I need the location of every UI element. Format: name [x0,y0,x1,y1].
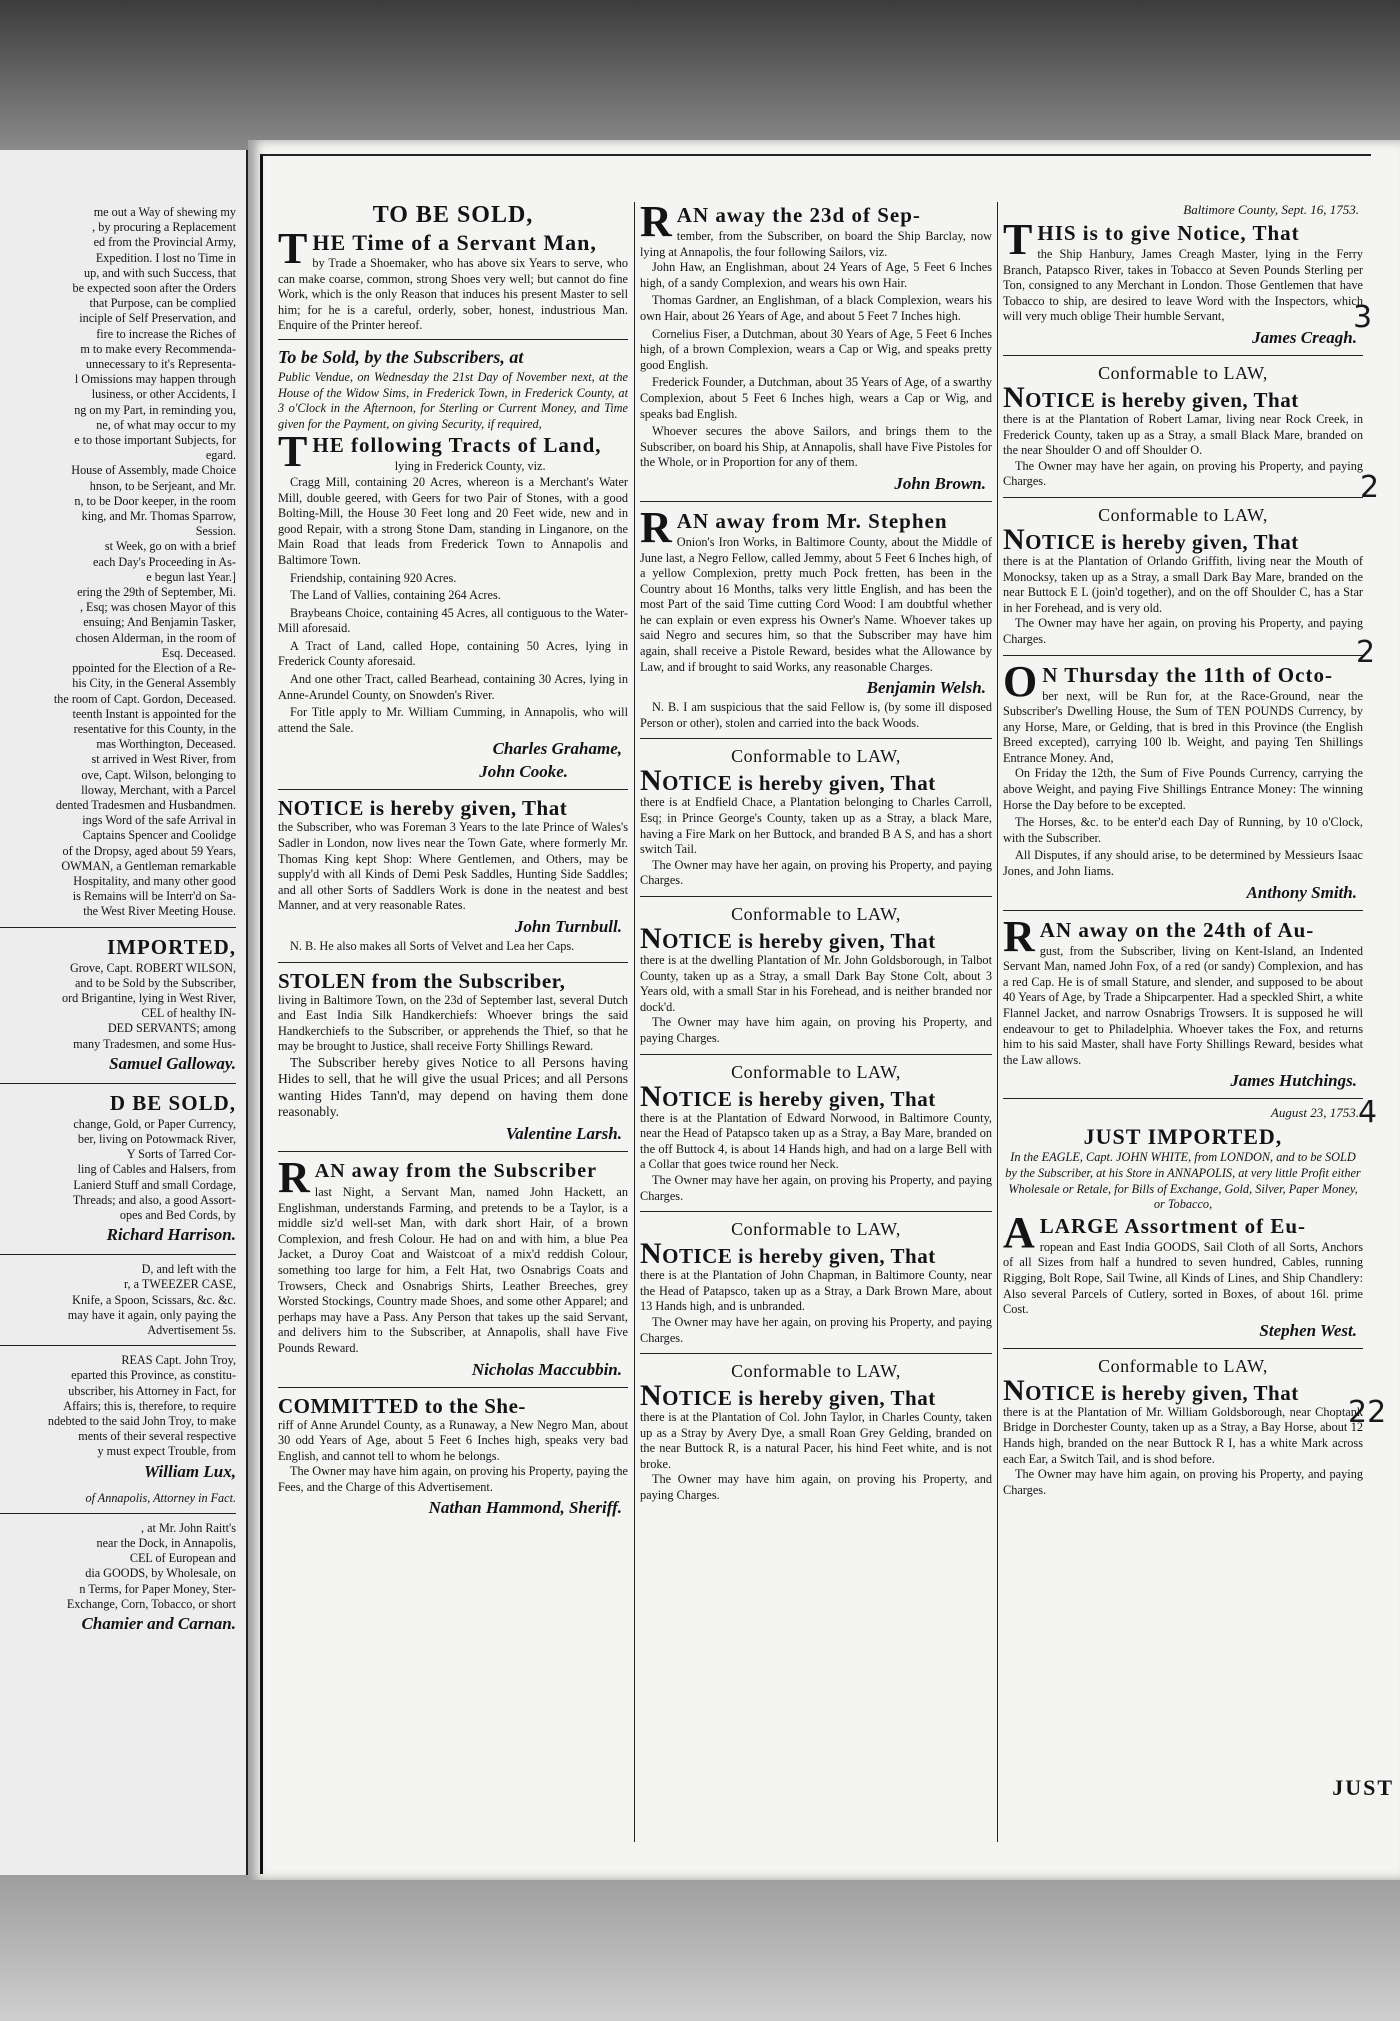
drop-cap: N [640,1237,663,1271]
troy-body [0,1353,236,1459]
news-line: is Remains will be Interr'd on Sa- [72,889,236,904]
raitt-line: n Terms, for Paper Money, Ster- [79,1581,236,1596]
news-line: st Week, go on with a brief [104,539,236,554]
tract-paragraph: And one other Tract, called Bearhead, containing 30 Acres, lying in Anne-Arundel County, on Snowden's River. [278,672,628,702]
conformable-heading: Conformable to LAW, [1098,362,1268,383]
conformable-heading: Conformable to LAW, [731,904,901,924]
column-rule [634,202,635,1842]
ad-horse-race [1003,656,1363,911]
news-line: be expected soon after the Orders [72,281,236,296]
signature-cooke: John Cooke. [479,762,568,782]
news-line: e begun last Year.] [146,569,236,584]
troy-line: Affairs; this is, therefore, to require [63,1398,236,1413]
catchword: JUST [1332,1775,1394,1800]
notice-body: there is at Endfield Chace, a Plantation belonging to Charles Carroll, Esq; in Prince George's County, taken up as a Stray, a black Mare, having a Fire Mark on her Buttock, and branded B A S, and has a short switch Tail. [640,795,992,857]
news-line: Expedition. I lost no Time in [95,250,236,265]
sold-line: change, Gold, or Paper Currency, [73,1116,236,1131]
news-line: n, to be Door keeper, in the room [74,493,236,508]
signature-turnbull: John Turnbull. [514,917,622,936]
ad-body: living in Baltimore Town, on the 23d of September last, several Dutch and East India Silk Handkerchiefs: Whoever brings the said Handkerchiefs to the Subscriber, or apprehends the Thief, so that he may be brought to Justice, shall receive Forty Shillings Reward. [278,992,628,1054]
troy-line: ndebted to the said John Troy, to make [47,1414,236,1429]
ad-heading: STOLEN from the Subscriber, [278,968,566,993]
notice-body: there is at the Plantation of Orlando Griffith, living near the Mouth of Monocksy, taken up as a Stray, a small Dark Bay Mare, branded on the near Buttock E L (join'd together), and on the off Shoulder C, has a Star in her Forehead, and is very old. [1003,553,1363,615]
stray-notice-chapman [640,1218,992,1354]
conformable-heading: Conformable to LAW, [731,746,901,767]
sold-heading: D BE SOLD, [109,1090,236,1115]
ad-body: gust, from the Subscriber, living on Kent-Island, an Indented Servant Man, named John Fox, of a red (or sandy) Complexion, and has a red Cap. He is of small Stature, and slender, and supposed to be about 40 Years of Age, by Trade a Shipcarpenter. Had a speckled Shirt, a white Flannel Jacket, and narrow Osnabrigs Trowsers. It is supposed he will endeavour to get to Philadelphia. Whoever takes the Fox, and returns him to his said Master, shall have Forty Shillings Reward, besides what the Law allows. [1003,943,1363,1067]
tract-paragraph: The Land of Vallies, containing 264 Acres. [290,588,501,603]
race-paragraph: On Friday the 12th, the Sum of Five Pounds Currency, carrying the above Weight, and paying Five Shillings Entrance Money: The winning Horse the Day before to be excepted. [1003,766,1363,812]
race-paragraph: All Disputes, if any should arise, to be determined by Messieurs Isaac Jones, and John Iiams. [1003,848,1363,879]
drop-cap: T [278,224,308,273]
ad-body: last Night, a Servant Man, named John Hackett, an Englishman, understands Farming, and pretends to be a Taylor, is a middle siz'd well-set Man, with dark short Hair, of a brown Complexion, and fresh Colour. He had on and with him, a blue Pea Jacket, a Duroy Coat and Waistcoat of a mix'd reddish Colour, something too large for him, a Felt Hat, two Osnabrigs Coats and Trowsers, Check and Osnabrigs Shirts, Leather Breeches, grey Worsted Stockings, Country made Shoes, and some other Apparel; and perhaps may have a Pass. Any Person that takes up the said Servant, and delivers him to the Subscriber, at Annapolis, shall have Five Pounds Reward. [278,1184,628,1355]
news-line: king, and Mr. Thomas Sparrow, [81,509,236,524]
signature-lux: William Lux, [144,1461,236,1481]
drop-cap: N [640,922,663,955]
notice-heading: OTICE is hereby given, That [662,1244,936,1269]
news-line: , by procuring a Replacement [92,220,236,235]
ad-stolen-handkerchiefs [278,969,628,1152]
ad-servant-for-sale [278,202,628,340]
notice-heading: OTICE is hereby given, That [1025,387,1299,412]
imported-line: Grove, Capt. ROBERT WILSON, [69,960,236,975]
signature-brown: John Brown. [894,473,986,493]
news-line: unnecessary to it's Representa- [85,357,236,372]
divider [0,927,236,928]
ad-body: ber next, will be Run for, at the Race-Ground, near the Subscriber's Dwelling House, the Sum of TEN POUNDS Currency, by any Horse, Mare, or Gelding, that is bred in this Province (the English Breed excepted), carrying 100 lb. Weight, and paying Ten Shillings Entrance Money. And, [1003,688,1363,765]
news-line: ne, of what may occur to my [96,417,236,432]
notice-heading: OTICE is hereby given, That [662,929,936,953]
notice-heading: OTICE is hereby given, That [662,771,936,796]
stray-notice-carroll [640,745,992,897]
column-3 [1003,202,1363,1842]
ad-body: the Ship Hanbury, James Creagh Master, lying in the Ferry Branch, Patapsco River, takes in Tobacco at Seven Pounds Sterling per Ton, consigned to any Merchant in London. Those Gentlemen that have Tobacco to ship, are desired to leave Word with the Inspectors, which will very much oblige Their humble Servant, [1003,247,1363,324]
conformable-heading: Conformable to LAW, [1098,504,1268,525]
news-line: dented Tradesmen and Husbandmen. [55,797,236,812]
ad-runaway-sailors [640,202,992,502]
signature-smith: Anthony Smith. [1246,882,1357,902]
news-line: Esq. Deceased. [161,645,236,660]
divider [0,1083,236,1084]
conformable-heading: Conformable to LAW, [731,1061,901,1082]
news-line: mas Worthington, Deceased. [96,737,236,752]
imported-heading: IMPORTED, [106,934,236,959]
notice-owner-line: The Owner may have him again, on proving his Property, and paying Charges. [640,1472,992,1503]
ad-intro: In the EAGLE, Capt. JOHN WHITE, from LONDON, and to be SOLD by the Subscriber, at his Store in ANNAPOLIS, at very little Profit either Wholesale or Retale, for Bills of Exchange, Gold, Silver, Paper Money, or Tobacco, [1005,1150,1361,1212]
found-body [0,1262,236,1338]
signature-grahame: Charles Grahame, [492,739,622,759]
notice-owner-line: The Owner may have him again, on proving his Property, and paying Charges. [640,1015,992,1045]
news-line: his City, in the General Assembly [72,676,236,691]
sold-line: opes and Bed Cords, by [119,1207,236,1222]
news-line: , Esq; was chosen Mayor of this [79,600,236,615]
news-line: up, and with such Success, that [84,265,236,280]
troy-line: eparted this Province, as constitu- [71,1368,236,1383]
ad-just-imported [1003,1105,1363,1348]
troy-line: y must expect Trouble, from [97,1444,236,1459]
stray-notice-lamar [1003,362,1363,498]
raitt-body [0,1521,236,1612]
column-1 [278,202,628,1842]
found-line: Advertisement 5s. [147,1323,236,1337]
ad-body: by Trade a Shoemaker, who has above six Years to serve, who can make coarse, common, strong Shoes very well; but cannot do fine Work, which is the only Reason that induces his present Master to sell him; for he is a careful, orderly, sober, honest, industrious Man. Enquire of the Printer hereof. [278,256,628,333]
tract-paragraph: A Tract of Land, called Hope, containing 50 Acres, lying in Frederick County aforesaid. [278,638,628,669]
notice-heading: OTICE is hereby given, That [1025,529,1299,554]
notice-owner-line: The Owner may have her again, on proving his Property, and paying Charges. [1003,458,1363,489]
dateline: Baltimore County, Sept. 16, 1753. [1183,202,1359,217]
raitt-line: , at Mr. John Raitt's [141,1520,236,1535]
ad-heading: To be Sold, by the Subscribers, at [278,346,524,367]
column-2 [640,202,992,1842]
news-line: Session. [195,524,236,539]
news-line: resentative for this County, in the [73,721,236,736]
sold-line: ling of Cables and Halsers, from [77,1162,236,1177]
news-line: e to those important Subjects, for [74,433,236,448]
ad-runaway-fox [1003,911,1363,1100]
ad-body: ropean and East India GOODS, Sail Cloth of all Sorts, Anchors of all Sizes from half a hundred to seven hundred, Cables, running Rigging, Bolt Rope, Sail Twine, all Kinds of Lines, and Ship Chandlery: Also several Parcels of Cutlery, sorted in Boxes, of about 16l. prime Cost. [1003,1239,1363,1317]
found-line: D, and left with the [141,1262,236,1277]
news-line: of the Dropsy, aged about 59 Years, [62,843,236,858]
notice-body: there is at the Plantation of John Chapman, in Baltimore County, near the Head of Patapsco, taken up as a Stray, a Dark Brown Mare, about 13 Hands high, and is unbranded. [640,1268,992,1314]
ad-body-2: The Owner may have him again, on proving his Property, paying the Fees, and the Charge of this Advertisement. [278,1464,628,1494]
news-line: fire to increase the Riches of [96,326,236,341]
race-paragraph: The Horses, &c. to be enter'd each Day of Running, by 10 o'Clock, with the Subscriber. [1003,815,1363,845]
margin-mark: 22 [1348,1395,1387,1430]
news-line: the West River Meeting House. [83,904,236,919]
scan-backdrop-top [0,0,1400,150]
drop-cap: O [1003,656,1038,706]
news-line: teenth Instant is appointed for the [72,706,236,721]
imported-line: many Tradesmen, and some Hus- [73,1036,236,1051]
notice-body: there is at the Plantation of Robert Lamar, living near Rock Creek, in Frederick County, taken up as a Stray, a small Black Mare, branded on the near Shoulder O and off Shoulder O. [1003,411,1363,458]
ad-body: tember, from the Subscriber, on board the Ship Barclay, now lying at Annapolis, the four following Sailors, viz. [640,229,992,259]
signature-welsh: Benjamin Welsh. [866,678,986,698]
found-line: r, a TWEEZER CASE, [123,1277,236,1292]
signature-chamier: Chamier and Carnan. [81,1614,236,1634]
drop-cap: N [1003,1373,1026,1407]
found-line: Knife, a Spoon, Scissars, &c. &c. [72,1292,236,1307]
stray-notice-norwood [640,1061,992,1213]
ad-body: riff of Anne Arundel County, as a Runaway, a New Negro Man, about 30 odd Years of Age, about 5 Feet 6 Inches high, speaks very bad English, and cannot tell to whom he belongs. [278,1417,628,1463]
drop-cap: R [278,1152,310,1202]
raitt-line: dia GOODS, by Wholesale, on [85,1566,236,1581]
margin-mark: 2 [1360,470,1380,505]
news-line: Hospitality, and many other good [73,873,236,888]
margin-mark: 3 [1353,300,1373,335]
drop-cap: R [640,202,672,246]
notice-owner-line: The Owner may have her again, on proving his Property, and paying Charges. [1003,616,1363,646]
ad-heading: AN away from the Subscriber [314,1159,597,1182]
imported-body [0,961,236,1052]
ad-heading: AN away the 23d of Sep- [676,203,921,227]
ad-nota-bene: N. B. He also makes all Sorts of Velvet and Lea her Caps. [290,939,575,953]
ad-heading: AN away from Mr. Stephen [676,508,948,533]
tract-paragraph: Braybeans Choice, containing 45 Acres, all contiguous to the Water-Mill aforesaid. [278,605,628,636]
imported-line: CEL of healthy IN- [141,1006,236,1021]
reward-paragraph: Whoever secures the above Sailors, and brings them to the Subscriber, on board his Ship, at Annapolis, shall have Five Pistoles for the Whole, or in Proportion for any of them. [640,424,992,470]
signature-galloway: Samuel Galloway. [109,1053,236,1073]
notice-heading: OTICE is hereby given, That [662,1386,936,1411]
stray-notice-griffith [1003,504,1363,656]
news-line: egard. [205,448,236,463]
drop-cap: R [640,502,672,552]
dateline: August 23, 1753. [1270,1105,1359,1121]
ad-body-2: The Subscriber hereby gives Notice to all Persons having Hides to sell, that he will give the usual Prices; and all Persons wanting Hides Tann'd, may depend on having them done reasonably. [278,1054,628,1120]
left-page-news [0,205,236,920]
ad-tracts-of-land [278,346,628,790]
raitt-line: CEL of European and [129,1551,236,1566]
news-line: lusiness, or other Accidents, I [91,387,236,402]
ad-intro: Public Vendue, on Wednesday the 21st Day of November next, at the House of the Widow Sims, in Frederick Town, in Frederick County, at 3 o'Clock in the Afternoon, for Sterling or Current Money, and Time given for the Payment, on giving Security, if required, [278,369,628,431]
tract-paragraph: Friendship, containing 920 Acres. [290,570,457,585]
conformable-heading: Conformable to LAW, [731,1361,901,1382]
ad-saddler-notice [278,796,628,962]
margin-mark: 4 [1358,1095,1378,1130]
notice-body: there is at the Plantation of Mr. William Goldsborough, near Choptank Bridge in Dorchester County, taken up as a Stray, a Bay Horse, about 12 Hands high, branded on the near Buttock R I, has a white Mark across each Ear, a Switch Tail, and is shod before. [1003,1404,1363,1466]
divider [0,1513,236,1514]
ad-committed [278,1394,628,1526]
drop-cap: N [640,1079,663,1113]
drop-cap: T [1003,215,1033,264]
found-line: may have it again, only paying the [67,1307,236,1322]
sold-line: Y Sorts of Tarred Cor- [126,1147,236,1162]
signature-harrison: Richard Harrison. [106,1225,236,1245]
signature-hammond: Nathan Hammond, Sheriff. [428,1498,622,1518]
tract-paragraph: For Title apply to Mr. William Cumming, in Annapolis, who will attend the Sale. [278,705,628,735]
ad-body: Onion's Iron Works, in Baltimore County, about the Middle of June last, a Negro Fellow, called Jemmy, about 5 Feet 6 Inches high, of a yellow Complexion, pretty much Pock fretten, has been in the Country about 16 Months, talks very little English, and has been the most Part of the said Time cutting Cord Wood: I am doubtful whether he can explain or even express his Owner's Name. Whoever takes up said Negro and secures him, so that the Subscriber may have him again, shall receive a Pistole Reward, besides what the Allowance by Law, and if brought to said Works, any reasonable Charges. [640,534,992,674]
imported-line: and to be Sold by the Subscriber, [75,975,236,990]
ad-runaway-hackett [278,1152,628,1388]
divider [0,1345,236,1346]
news-line: each Day's Proceeding in As- [93,554,236,569]
sold-line: ber, living on Potowmack River, [77,1131,236,1146]
ad-heading: N Thursday the 11th of Octo- [1042,662,1333,687]
divider [0,1254,236,1255]
tract-paragraph: Cragg Mill, containing 20 Acres, whereon is a Merchant's Water Mill, double geered, with Geers for two Pair of Stones, with a good Bolting-Mill, the House 30 Feet long and 20 Feet wide, new and in good Repair, with a strong Stone Dam, standing in Linganore, on the Main Road that leads from Frederick Town to Annapolis and Baltimore Town. [278,474,628,567]
drop-cap: N [640,1379,663,1413]
margin-mark: 2 [1356,635,1376,670]
drop-cap: A [1003,1207,1035,1257]
ad-heading: TO BE SOLD, [372,202,534,228]
notice-body: there is at the Plantation of Edward Norwood, in Baltimore County, near the Head of Patapsco taken up as a Stray, a Bay Mare, branded on the off Buttock 4, is about 14 Hands high, and had on a large Bell with a Collar that goes twice round her Neck. [640,1110,992,1172]
stray-notice-taylor [640,1360,992,1511]
signature-hutchings: James Hutchings. [1230,1071,1357,1091]
drop-cap: N [1003,380,1026,414]
ad-subheading: HE Time of a Servant Man, [312,230,597,255]
news-line: ed from the Provincial Army, [93,235,236,250]
stray-notice-goldsborough [640,903,992,1055]
news-line: st arrived in West River, from [91,752,236,767]
raitt-line: Exchange, Corn, Tobacco, or short [66,1596,236,1611]
sailor-description: Thomas Gardner, an Englishman, of a black Complexion, wears his own Hair, about 26 Years of Age, and about 5 Feet 7 Inches high. [640,293,992,323]
news-line: ove, Capt. Wilson, belonging to [81,767,236,782]
newspaper-page [248,140,1400,1880]
news-line: that Purpose, can be complied [89,296,236,311]
news-line: m to make every Recommenda- [80,341,236,356]
sold-body [0,1117,236,1223]
ad-heading: HIS is to give Notice, That [1037,221,1300,245]
news-line: Captains Spencer and Coolidge [82,828,236,843]
sailor-description: John Haw, an Englishman, about 24 Years of Age, 5 Feet 6 Inches high, of a sandy Complexion, and wears his own Hair. [640,260,992,290]
notice-owner-line: The Owner may have her again, on proving his Property, and paying Charges. [640,857,992,888]
troy-line: REAS Capt. John Troy, [121,1353,236,1368]
imported-line: DED SERVANTS; among [107,1021,236,1036]
stray-notice-wm-goldsborough [1003,1355,1363,1506]
notice-owner-line: The Owner may have him again, on proving his Property, and paying Charges. [1003,1467,1363,1497]
sailor-description: Frederick Founder, a Dutchman, about 35 Years of Age, of a swarthy Complexion, about 5 Feet 6 Inches high, wears a Cap or Wig, and speaks bad English. [640,375,992,421]
ad-heading: COMMITTED to the She- [278,1393,526,1418]
imported-line: ord Brigantine, lying in West River, [62,990,236,1005]
troy-line: ubscriber, his Attorney in Fact, for [68,1383,236,1398]
news-line: l Omissions may happen through [74,372,236,387]
drop-cap: N [1003,522,1026,556]
troy-line: ments of their several respective [78,1429,236,1444]
raitt-line: near the Dock, in Annapolis, [96,1536,236,1551]
sold-line: Lanierd Stuff and small Cordage, [73,1177,236,1192]
notice-heading: OTICE is hereby given, That [662,1086,936,1111]
drop-cap: R [1003,911,1035,961]
left-page-text [0,205,236,1643]
ad-body: the Subscriber, who was Foreman 3 Years to the late Prince of Wales's Sadler in London, now lives near the Town Gate, where formerly Mr. Thomas King kept Shop: Where Gentlemen, and Others, may be supply'd with all Kinds of Demi Pesk Saddles, Hunting Side Saddles; and all other Sorts of Saddlers Work is done in the neatest and best Manner, and at very reasonable Rates. [278,820,628,913]
news-line: inciple of Self Preservation, and [79,311,236,326]
signature-maccubbin: Nicholas Maccubbin. [471,1359,622,1379]
ad-subheading: LARGE Assortment of Eu- [1039,1213,1307,1238]
drop-cap: N [640,764,663,798]
ad-heading: JUST IMPORTED, [1083,1124,1283,1150]
lux-note: of Annapolis, Attorney in Fact. [85,1490,236,1505]
signature-west: Stephen West. [1259,1320,1357,1340]
conformable-heading: Conformable to LAW, [731,1219,901,1240]
column-rule [997,202,998,1842]
news-line: me out a Way of shewing my [93,205,236,219]
ad-heading: AN away on the 24th of Au- [1039,917,1315,942]
scan-backdrop-bottom [0,1865,1400,2021]
ad-heading: NOTICE is hereby given, That [278,796,568,821]
ad-ship-hanbury [1003,202,1363,356]
news-line: ings Word of the safe Arrival in [82,813,236,828]
signature-larsh: Valentine Larsh. [505,1123,622,1143]
news-line: ering the 29th of September, Mi. [77,585,236,600]
drop-cap: T [278,427,308,477]
news-line: ppointed for the Election of a Re- [72,661,236,676]
sold-line: Threads; and also, a good Assort- [72,1192,236,1207]
ad-subheading: HE following Tracts of Land, [312,433,602,458]
news-line: the room of Capt. Gordon, Deceased. [53,691,236,706]
news-line: chosen Alderman, in the room of [75,630,236,645]
signature-creagh: James Creagh. [1252,327,1357,347]
news-line: hnson, to be Serjeant, and Mr. [89,478,236,493]
news-line: ng on my Part, in reminding you, [74,402,236,417]
ad-runaway-jemmy [640,502,992,740]
news-line: OWMAN, a Gentleman remarkable [61,858,236,873]
notice-owner-line: The Owner may have her again, on proving his Property, and paying Charges. [640,1172,992,1203]
notice-heading: OTICE is hereby given, That [1025,1380,1299,1405]
left-page-fragment [0,150,248,1875]
notice-body: there is at the Plantation of Col. John Taylor, in Charles County, taken up as a Stray by Avery Dye, a small Roan Grey Gelding, branded on the near Buttock R, is a natural Pacer, his hind Feet white, and is not broke. [640,1410,992,1471]
conformable-heading: Conformable to LAW, [1098,1355,1268,1376]
news-line: lloway, Merchant, with a Parcel [81,782,236,797]
notice-owner-line: The Owner may have her again, on proving his Property, and paying Charges. [640,1314,992,1345]
ad-subline: lying in Frederick County, viz. [394,459,546,474]
ad-nota-bene: N. B. I am suspicious that the said Fellow is, (by some ill disposed Person or other), stolen and carried into the back Woods. [640,700,992,730]
notice-body: there is at the dwelling Plantation of Mr. John Goldsborough, in Talbot County, taken up as a Stray, a small Dark Bay Stone Colt, about 3 Years old, with a small Star in his Forehead, and is neither branded nor dock'd. [640,953,992,1014]
news-line: ensuing; And Benjamin Tasker, [83,615,236,630]
sailor-description: Cornelius Fiser, a Dutchman, about 30 Years of Age, 5 Feet 6 Inches high, of a brown Complexion, wears a Cap or Wig, and speaks pretty good English. [640,326,992,372]
news-line: House of Assembly, made Choice [71,463,236,478]
